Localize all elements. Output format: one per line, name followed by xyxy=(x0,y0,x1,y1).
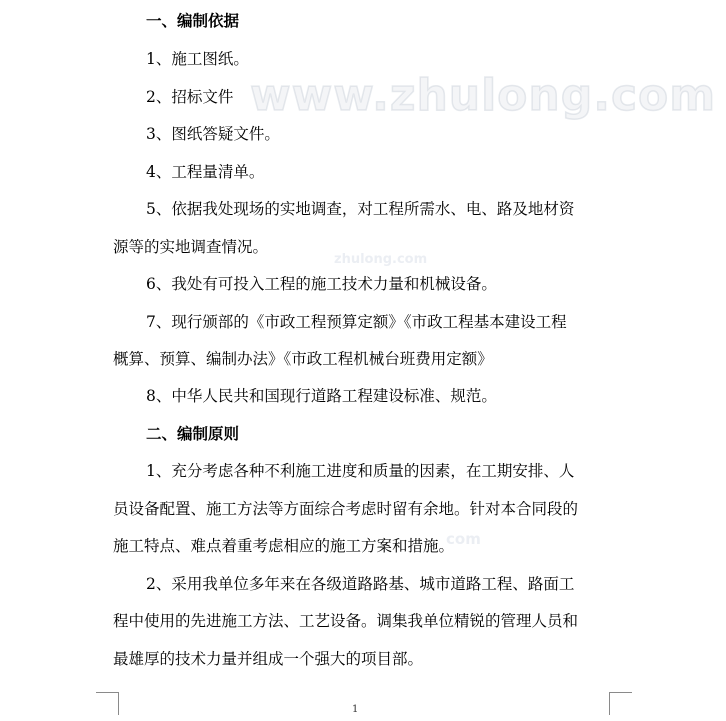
watermark-logo: www.zhulong.com xyxy=(250,70,717,121)
paragraph-line: 8、中华人民共和国现行道路工程建设标准、规范。 xyxy=(146,387,497,405)
paragraph-line: 1、施工图纸。 xyxy=(146,50,249,68)
section-heading: 二、编制原则 xyxy=(146,425,240,443)
paragraph-line: 源等的实地调查情况。 xyxy=(113,238,269,256)
page-number: 1 xyxy=(352,704,359,715)
paragraph-line: 7、现行颁部的《市政工程预算定额》《市政工程基本建设工程 xyxy=(146,313,567,331)
page-corner-mark xyxy=(96,692,119,715)
paragraph-line: 4、工程量清单。 xyxy=(146,163,265,181)
section-heading: 一、编制依据 xyxy=(146,12,240,30)
paragraph-line: 2、采用我单位多年来在各级道路路基、城市道路工程、路面工 xyxy=(146,575,575,593)
paragraph-line: 1、充分考虑各种不利施工进度和质量的因素，在工期安排、人 xyxy=(146,462,575,480)
watermark-text: zhulong.com xyxy=(334,252,428,267)
paragraph-line: 员设备配置、施工方法等方面综合考虑时留有余地。针对本合同段的 xyxy=(113,500,579,518)
watermark-text: com xyxy=(446,530,481,548)
paragraph-line: 概算、预算、编制办法》《市政工程机械台班费用定额》 xyxy=(113,350,493,368)
paragraph-line: 程中使用的先进施工方法、工艺设备。调集我单位精锐的管理人员和 xyxy=(113,612,579,630)
page-corner-mark xyxy=(609,692,632,715)
paragraph-line: 2、招标文件 xyxy=(146,88,234,106)
paragraph-line: 5、依据我处现场的实地调查，对工程所需水、电、路及地材资 xyxy=(146,200,575,218)
paragraph-line: 最雄厚的技术力量并组成一个强大的项目部。 xyxy=(113,650,424,668)
paragraph-line: 6、我处有可投入工程的施工技术力量和机械设备。 xyxy=(146,275,497,293)
paragraph-line: 3、图纸答疑文件。 xyxy=(146,125,280,143)
paragraph-line: 施工特点、难点着重考虑相应的施工方案和措施。 xyxy=(113,537,455,555)
